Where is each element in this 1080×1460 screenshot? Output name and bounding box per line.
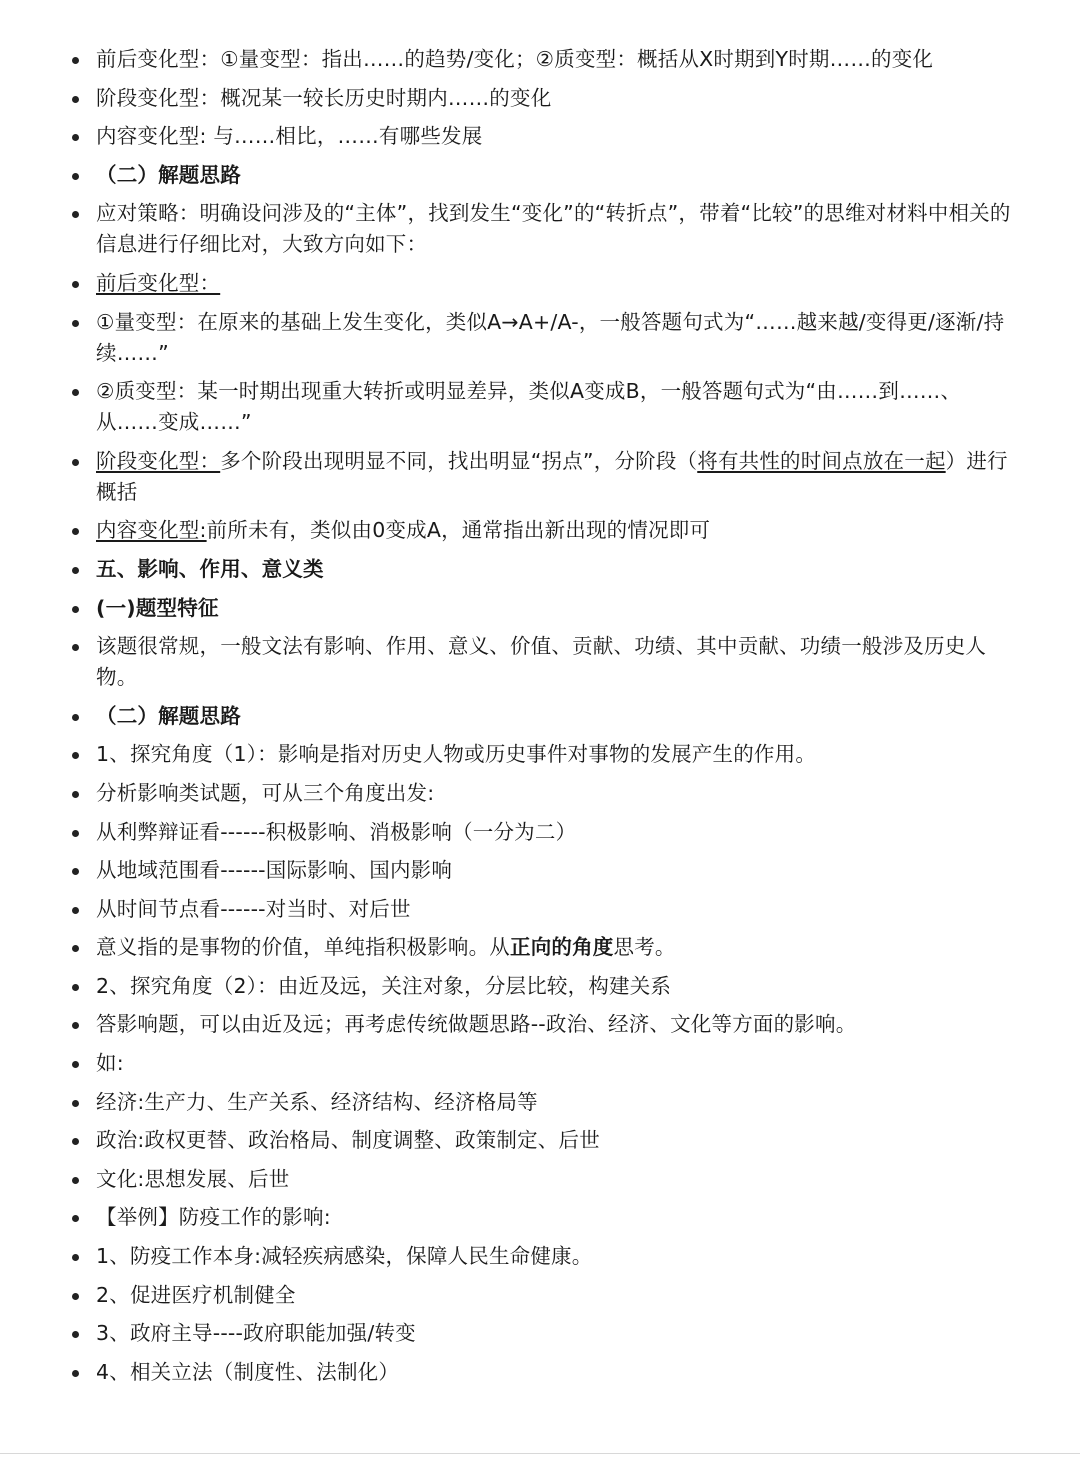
list-item: 从利弊辩证看------积极影响、消极影响（一分为二） (72, 817, 1020, 848)
list-item: 1、探究角度（1）：影响是指对历史人物或历史事件对事物的发展产生的作用。 (72, 739, 1020, 770)
list-item: 该题很常规，一般文法有影响、作用、意义、价值、贡献、功绩、其中贡献、功绩一般涉及历史人物。 (72, 631, 1020, 693)
list-item: ②质变型：某一时期出现重大转折或明显差异，类似A变成B，一般答题句式为“由……到……、从……变成……” (72, 376, 1020, 438)
list-item: 前后变化型： (72, 268, 1020, 299)
section-heading: （二）解题思路 (72, 701, 1020, 732)
list-item: 从地域范围看------国际影响、国内影响 (72, 855, 1020, 886)
list-item: 阶段变化型：概况某一较长历史时期内……的变化 (72, 83, 1020, 114)
section-heading: (一)题型特征 (72, 593, 1020, 624)
list-item: 【举例】防疫工作的影响: (72, 1202, 1020, 1233)
list-item: 答影响题，可以由近及远；再考虑传统做题思路--政治、经济、文化等方面的影响。 (72, 1009, 1020, 1040)
list-item: 内容变化型:前所未有，类似由0变成A，通常指出新出现的情况即可 (72, 515, 1020, 546)
list-item: 阶段变化型：多个阶段出现明显不同，找出明显“拐点”，分阶段（将有共性的时间点放在一起）进行概括 (72, 446, 1020, 508)
list-item: 经济:生产力、生产关系、经济结构、经济格局等 (72, 1087, 1020, 1118)
section-heading: （二）解题思路 (72, 160, 1020, 191)
list-item: 1、防疫工作本身:减轻疾病感染，保障人民生命健康。 (72, 1241, 1020, 1272)
list-item: 如: (72, 1048, 1020, 1079)
section-heading: 五、影响、作用、意义类 (72, 554, 1020, 585)
list-item: 2、促进医疗机制健全 (72, 1280, 1020, 1311)
list-item: 从时间节点看------对当时、对后世 (72, 894, 1020, 925)
list-item: 分析影响类试题，可从三个角度出发: (72, 778, 1020, 809)
list-item: 政治:政权更替、政治格局、制度调整、政策制定、后世 (72, 1125, 1020, 1156)
list-item: 文化:思想发展、后世 (72, 1164, 1020, 1195)
list-item: 前后变化型：①量变型：指出……的趋势/变化；②质变型：概括从X时期到Y时期……的变化 (72, 44, 1020, 75)
page-bottom-divider (0, 1453, 1080, 1454)
list-item: 4、相关立法（制度性、法制化） (72, 1357, 1020, 1388)
list-item: 应对策略：明确设问涉及的“主体”，找到发生“变化”的“转折点”，带着“比较”的思维对材料中相关的信息进行仔细比对，大致方向如下： (72, 198, 1020, 260)
list-item: ①量变型：在原来的基础上发生变化，类似A→A+/A-，一般答题句式为“……越来越/变得更/逐渐/持续……” (72, 307, 1020, 369)
list-item: 内容变化型: 与……相比，……有哪些发展 (72, 121, 1020, 152)
list-item: 意义指的是事物的价值，单纯指积极影响。从正向的角度思考。 (72, 932, 1020, 963)
bullet-list (72, 44, 1020, 1388)
list-item: 2、探究角度（2）：由近及远，关注对象，分层比较，构建关系 (72, 971, 1020, 1002)
list-item: 3、政府主导----政府职能加强/转变 (72, 1318, 1020, 1349)
